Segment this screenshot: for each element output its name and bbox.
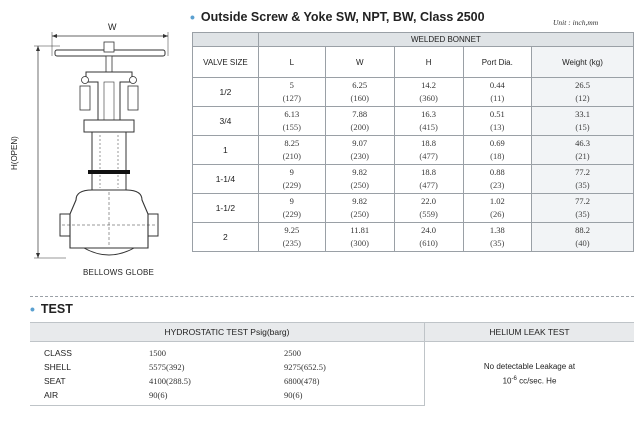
l-cell bbox=[258, 136, 325, 165]
weight-cell bbox=[532, 136, 634, 165]
h-inch-value: 16.3 bbox=[421, 109, 437, 119]
test-row-label: SHELL bbox=[44, 362, 71, 372]
port-dia-cell bbox=[463, 107, 532, 136]
valve-size-cell: 1-1/2 bbox=[193, 194, 259, 223]
h-inch-value: 22.0 bbox=[421, 196, 437, 206]
l-cell bbox=[258, 107, 325, 136]
weight-cell bbox=[532, 165, 634, 194]
table-column-header-row bbox=[193, 47, 634, 78]
weight-mm-value: (12) bbox=[575, 93, 590, 103]
width-dimension-label: W bbox=[108, 22, 117, 32]
test-value-2500: 90(6) bbox=[284, 388, 425, 406]
port-dia-cell bbox=[463, 136, 532, 165]
column-header-w: W bbox=[325, 47, 394, 78]
table-row bbox=[193, 194, 634, 223]
weight-cell bbox=[532, 107, 634, 136]
l-cell bbox=[258, 194, 325, 223]
table-row bbox=[193, 136, 634, 165]
port-dia-mm-value: (18) bbox=[490, 151, 505, 161]
port-dia-inch-value: 0.69 bbox=[489, 138, 505, 148]
h-cell bbox=[394, 78, 463, 107]
section-divider bbox=[30, 296, 634, 297]
helium-result-line-2 bbox=[425, 373, 634, 388]
welded-bonnet-header: WELDED BONNET bbox=[258, 33, 633, 47]
port-dia-mm-value: (23) bbox=[490, 180, 505, 190]
weight-inch-value: 26.5 bbox=[575, 80, 590, 90]
port-dia-cell bbox=[463, 165, 532, 194]
helium-leak-test-result bbox=[425, 342, 635, 406]
test-value-2500: 6800(478) bbox=[284, 376, 320, 386]
port-dia-inch-value: 0.44 bbox=[489, 80, 505, 90]
test-value-2500: 2500 bbox=[284, 348, 301, 358]
w-inch-value: 9.82 bbox=[352, 167, 368, 177]
w-inch-value: 11.81 bbox=[350, 225, 370, 235]
weight-mm-value: (35) bbox=[575, 180, 590, 190]
table-row bbox=[193, 165, 634, 194]
test-value-1500: 5575(392) bbox=[149, 362, 185, 372]
l-inch-value: 9 bbox=[289, 167, 294, 177]
w-mm-value: (250) bbox=[350, 180, 369, 190]
w-mm-value: (250) bbox=[350, 209, 369, 219]
weight-inch-value: 33.1 bbox=[575, 109, 590, 119]
l-mm-value: (229) bbox=[282, 180, 302, 190]
test-row-label: AIR bbox=[30, 388, 149, 406]
test-row-label: CLASS bbox=[44, 348, 72, 358]
h-cell bbox=[394, 136, 463, 165]
l-mm-value: (235) bbox=[282, 238, 302, 248]
h-inch-value: 14.2 bbox=[421, 80, 437, 90]
port-dia-mm-value: (35) bbox=[490, 238, 505, 248]
column-header-l: L bbox=[258, 47, 325, 78]
weight-mm-value: (35) bbox=[575, 209, 590, 219]
weight-inch-value: 88.2 bbox=[575, 225, 590, 235]
test-value-1500: 90(6) bbox=[149, 388, 284, 406]
port-dia-inch-value: 0.88 bbox=[489, 167, 505, 177]
test-value-2500: 9275(652.5) bbox=[284, 362, 326, 372]
weight-cell bbox=[532, 194, 634, 223]
test-value-1500: 1500 bbox=[149, 348, 166, 358]
port-dia-inch-value: 1.38 bbox=[489, 225, 505, 235]
w-cell bbox=[325, 107, 394, 136]
w-cell bbox=[325, 78, 394, 107]
column-header-h: H bbox=[394, 47, 463, 78]
height-dimension-label: H(OPEN) bbox=[10, 136, 19, 170]
bellows-globe-valve-drawing bbox=[0, 0, 185, 290]
l-mm-value: (229) bbox=[282, 209, 302, 219]
helium-rate-base: 10 bbox=[502, 376, 512, 386]
valve-size-cell: 2 bbox=[193, 223, 259, 252]
h-inch-value: 24.0 bbox=[421, 225, 437, 235]
weight-cell bbox=[532, 223, 634, 252]
h-mm-value: (477) bbox=[419, 180, 438, 190]
drawing-caption: BELLOWS GLOBE bbox=[83, 268, 155, 277]
l-mm-value: (155) bbox=[282, 122, 302, 132]
weight-inch-value: 77.2 bbox=[575, 167, 590, 177]
helium-rate-exponent: -6 bbox=[511, 375, 517, 382]
h-cell bbox=[394, 194, 463, 223]
h-mm-value: (559) bbox=[419, 209, 438, 219]
l-mm-value: (210) bbox=[282, 151, 302, 161]
test-row bbox=[30, 342, 634, 361]
w-inch-value: 6.25 bbox=[352, 80, 368, 90]
weight-inch-value: 77.2 bbox=[575, 196, 590, 206]
w-cell bbox=[325, 165, 394, 194]
port-dia-cell bbox=[463, 78, 532, 107]
l-cell bbox=[258, 223, 325, 252]
valve-section-title-text: Outside Screw & Yoke SW, NPT, BW, Class 2500 bbox=[200, 10, 485, 24]
l-inch-value: 8.25 bbox=[284, 138, 300, 148]
helium-result-line-1: No detectable Leakage at bbox=[483, 361, 576, 371]
port-dia-inch-value: 1.02 bbox=[489, 196, 505, 206]
h-cell bbox=[394, 107, 463, 136]
h-mm-value: (610) bbox=[419, 238, 438, 248]
port-dia-mm-value: (26) bbox=[490, 209, 505, 219]
h-mm-value: (477) bbox=[419, 151, 438, 161]
w-inch-value: 9.82 bbox=[352, 196, 368, 206]
w-inch-value: 7.88 bbox=[352, 109, 368, 119]
valve-size-cell: 3/4 bbox=[193, 107, 259, 136]
l-cell bbox=[258, 78, 325, 107]
column-header-port-dia: Port Dia. bbox=[463, 47, 532, 78]
weight-inch-value: 46.3 bbox=[575, 138, 590, 148]
helium-leak-test-header: HELIUM LEAK TEST bbox=[425, 323, 635, 342]
w-mm-value: (200) bbox=[350, 122, 369, 132]
w-inch-value: 9.07 bbox=[352, 138, 368, 148]
h-inch-value: 18.8 bbox=[421, 167, 437, 177]
port-dia-cell bbox=[463, 223, 532, 252]
port-dia-cell bbox=[463, 194, 532, 223]
test-row-label: SEAT bbox=[44, 376, 66, 386]
valve-size-cell: 1-1/4 bbox=[193, 165, 259, 194]
valve-size-cell: 1 bbox=[193, 136, 259, 165]
table-group-header-row bbox=[193, 33, 634, 47]
test-value-1500: 4100(288.5) bbox=[149, 376, 191, 386]
valve-dimension-table bbox=[192, 32, 634, 252]
blank-header-cell bbox=[193, 33, 259, 47]
column-header-weight: Weight (kg) bbox=[532, 47, 634, 78]
table-row bbox=[193, 78, 634, 107]
hydrostatic-test-header: HYDROSTATIC TEST Psig(barg) bbox=[30, 323, 425, 342]
l-inch-value: 6.13 bbox=[284, 109, 300, 119]
h-cell bbox=[394, 165, 463, 194]
test-table bbox=[30, 322, 634, 406]
column-header-valve-size: VALVE SIZE bbox=[193, 47, 259, 78]
unit-note: Unit : inch,mm bbox=[553, 18, 599, 27]
l-mm-value: (127) bbox=[282, 93, 302, 103]
table-row bbox=[193, 223, 634, 252]
test-section-title-text: TEST bbox=[40, 302, 73, 316]
h-mm-value: (415) bbox=[419, 122, 438, 132]
h-cell bbox=[394, 223, 463, 252]
w-mm-value: (300) bbox=[350, 238, 369, 248]
h-mm-value: (360) bbox=[419, 93, 438, 103]
w-cell bbox=[325, 223, 394, 252]
valve-size-cell: 1/2 bbox=[193, 78, 259, 107]
l-inch-value: 5 bbox=[289, 80, 294, 90]
weight-mm-value: (21) bbox=[575, 151, 590, 161]
weight-mm-value: (40) bbox=[575, 238, 590, 248]
l-cell bbox=[258, 165, 325, 194]
weight-cell bbox=[532, 78, 634, 107]
w-mm-value: (230) bbox=[350, 151, 369, 161]
l-inch-value: 9.25 bbox=[284, 225, 300, 235]
test-section-title bbox=[30, 302, 73, 316]
helium-rate-unit: cc/sec. He bbox=[519, 376, 557, 386]
bullet-icon: • bbox=[190, 9, 195, 25]
l-inch-value: 9 bbox=[289, 196, 294, 206]
w-cell bbox=[325, 136, 394, 165]
bullet-icon: • bbox=[30, 301, 35, 317]
w-cell bbox=[325, 194, 394, 223]
port-dia-mm-value: (11) bbox=[490, 93, 505, 103]
valve-table-body bbox=[193, 78, 634, 252]
h-inch-value: 18.8 bbox=[421, 138, 437, 148]
valve-section-title bbox=[190, 10, 485, 24]
w-mm-value: (160) bbox=[350, 93, 369, 103]
port-dia-inch-value: 0.51 bbox=[489, 109, 505, 119]
weight-mm-value: (15) bbox=[575, 122, 590, 132]
table-row bbox=[193, 107, 634, 136]
test-header-row bbox=[30, 323, 634, 342]
port-dia-mm-value: (13) bbox=[490, 122, 505, 132]
